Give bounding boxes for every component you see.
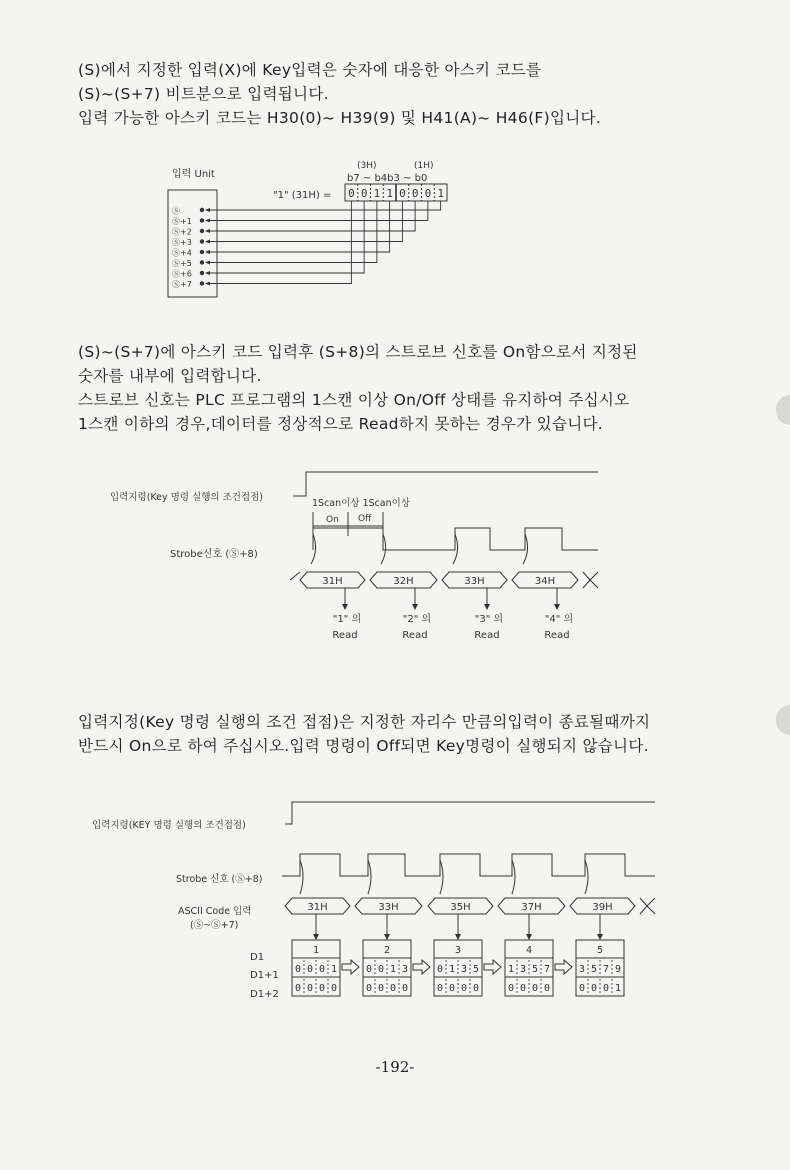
page-number: -192- (375, 1058, 415, 1076)
register-digit: 1 (448, 964, 456, 975)
register-digit: 0 (436, 983, 444, 994)
condition-label-2: 입력지령(KEY 명령 실행의 조건접점) (92, 820, 246, 831)
write-arrow-head (384, 934, 390, 940)
write-arrow-head (526, 934, 532, 940)
register-digit: 0 (365, 964, 373, 975)
strobe-paragraph (78, 340, 638, 436)
wire-arrow (205, 250, 210, 254)
register-digit: 0 (401, 983, 409, 994)
register-digit: 3 (519, 964, 527, 975)
input-terminal-dot (200, 208, 204, 212)
register-digit: 0 (472, 983, 480, 994)
ascii-code-label: 37H (521, 902, 542, 913)
bit-value: 0 (399, 187, 406, 200)
wire-arrow (205, 219, 210, 223)
wire-arrow (205, 282, 210, 286)
strobe-line-3: 스트로브 신호는 PLC 프로그램의 1스캔 이상 On/Off 상태를 유지하여 주십시오 (78, 391, 630, 409)
wire-arrow (205, 271, 210, 275)
bit-wire (206, 201, 390, 252)
wire-arrow (205, 261, 210, 265)
read-arrow-head (412, 604, 418, 610)
wire-arrow (205, 240, 210, 244)
input-address-label: Ⓢ+6 (172, 269, 192, 279)
register-digit: 0 (507, 983, 515, 994)
key-input-example-diagram (0, 790, 790, 1020)
input-terminal-dot (200, 271, 204, 275)
register-digit: 9 (614, 964, 622, 975)
bit-wire (206, 201, 428, 221)
bit-value: 1 (386, 187, 393, 200)
input-terminal-dot (200, 229, 204, 233)
register-d1-value: 3 (454, 945, 462, 956)
register-digit: 1 (330, 964, 338, 975)
input-address-label: Ⓢ+4 (172, 248, 192, 258)
wire-arrow (205, 229, 210, 233)
bit-value: 0 (424, 187, 432, 200)
bit-value: 0 (348, 187, 355, 200)
register-digit: 0 (318, 964, 326, 975)
bit-wire (206, 201, 415, 231)
write-arrow-head (313, 934, 319, 940)
register-digit: 5 (531, 964, 539, 975)
scan-dimension-lines (313, 512, 383, 536)
input-address-label: Ⓢ+2 (172, 227, 192, 237)
register-digit: 0 (365, 983, 373, 994)
input-address-label: Ⓢ+7 (172, 280, 192, 289)
register-digit: 1 (614, 983, 622, 994)
shift-arrow (413, 960, 430, 974)
bit-equation: "1" (31H) = (273, 190, 332, 201)
register-digit: 0 (519, 983, 527, 994)
device-label-d1: D1 (250, 952, 265, 963)
register-digit: 0 (578, 983, 586, 994)
read-word-label: Read (332, 630, 358, 641)
read-arrow-head (484, 604, 490, 610)
scan-label: 1Scan이상 1Scan이상 (312, 498, 411, 509)
page-edge-tab-2 (776, 705, 790, 735)
ascii-range-label: (Ⓢ~Ⓢ+7) (190, 920, 239, 931)
register-digit: 1 (507, 964, 515, 975)
bit-value: 0 (360, 187, 368, 200)
wire-arrow (205, 208, 210, 212)
register-digit: 0 (590, 983, 598, 994)
register-d1-value: 1 (312, 945, 320, 956)
input-address-label: Ⓢ+1 (172, 217, 192, 226)
condition-signal-2 (285, 802, 655, 824)
register-digit: 0 (377, 964, 385, 975)
register-digit: 3 (578, 964, 586, 975)
register-digit: 0 (543, 983, 551, 994)
page-edge-tab-1 (776, 395, 790, 425)
input-address-label: Ⓢ (172, 206, 180, 216)
intro-line-2: (S)~(S+7) 비트분으로 입력됩니다. (78, 85, 329, 103)
intro-paragraph (78, 58, 601, 130)
input-terminal-dot (200, 260, 204, 264)
bus-code-label: 34H (534, 576, 556, 587)
strobe-waveform-2 (282, 854, 655, 876)
register-digit: 1 (389, 964, 397, 975)
shift-arrow (342, 960, 359, 974)
register-digit: 5 (590, 964, 598, 975)
read-word-label: Read (544, 630, 570, 641)
read-word-label: Read (474, 630, 500, 641)
bus-code-label: 33H (464, 576, 485, 587)
input-address-label: Ⓢ+5 (172, 259, 192, 268)
read-word-label: Read (402, 630, 428, 641)
bus-code-label: 31H (322, 576, 343, 587)
strobe-label: Strobe신호 (Ⓢ+8) (170, 549, 258, 560)
register-digit: 7 (602, 964, 610, 975)
register-digit: 3 (401, 964, 409, 975)
register-digit: 0 (602, 983, 610, 994)
register-digit: 3 (460, 964, 468, 975)
read-arrow-head (342, 604, 348, 610)
intro-line-1: (S)에서 지정한 입력(X)에 Key입력은 숫자에 대응한 아스키 코드를 (78, 61, 542, 79)
bit-value: 0 (411, 187, 419, 200)
register-digit: 5 (472, 964, 480, 975)
input-terminal-dot (200, 281, 204, 285)
ascii-code-label: 33H (378, 902, 399, 913)
input-unit-label: 입력 Unit (172, 169, 215, 180)
ascii-label: ASCII Code 입력 (178, 906, 252, 917)
read-char-label: "3" 의 (474, 614, 504, 625)
register-digit: 0 (318, 983, 326, 994)
strobe-line-4: 1스캔 이하의 경우,데이터를 정상적으로 Read하지 못하는 경우가 있습니다. (78, 415, 603, 433)
read-char-label: "1" 의 (332, 614, 362, 625)
input-terminal-dot (200, 250, 204, 254)
intro-line-3: 입력 가능한 아스키 코드는 H30(0)~ H39(9) 및 H41(A)~ H46(F)입니다. (78, 109, 602, 127)
condition-label: 입력지령(Key 명령 실행의 조건접점) (110, 492, 263, 503)
input-terminal-dot (200, 218, 204, 222)
bit-value: 1 (437, 187, 444, 200)
strobe-label-2: Strobe 신호 (Ⓢ+8) (176, 874, 263, 885)
register-digit: 0 (306, 964, 314, 975)
hex-high-label: (3H) (357, 161, 377, 171)
on-label: On (326, 515, 339, 525)
register-digit: 0 (330, 983, 338, 994)
register-d1-value: 5 (596, 945, 604, 956)
write-arrow-head (455, 934, 461, 940)
strobe-line-2: 숫자를 내부에 입력합니다. (78, 367, 262, 385)
device-label-d1-2: D1+2 (250, 989, 279, 1000)
write-arrow-head (597, 934, 603, 940)
register-digit: 0 (306, 983, 314, 994)
ascii-code-label: 31H (307, 902, 328, 913)
register-d1-value: 4 (525, 945, 533, 956)
strobe-line-1: (S)~(S+7)에 아스키 코드 입력후 (S+8)의 스트로브 신호를 On함으로서 지정된 (78, 343, 638, 361)
ascii-code-label: 39H (592, 902, 613, 913)
shift-arrow (555, 960, 572, 974)
device-label-d1-1: D1+1 (250, 970, 279, 981)
read-char-label: "4" 의 (544, 614, 574, 625)
register-digit: 0 (448, 983, 456, 994)
bus-code-label: 32H (393, 576, 414, 587)
bit-wire (206, 201, 351, 284)
bit-mapping-diagram (0, 150, 790, 300)
bus-start (290, 572, 300, 580)
condition-signal (293, 472, 598, 496)
register-digit: 0 (294, 983, 302, 994)
warning-paragraph (78, 710, 650, 758)
bit-wire (206, 201, 441, 210)
read-char-label: "2" 의 (402, 614, 432, 625)
read-arrow-head (554, 604, 560, 610)
register-digit: 0 (389, 983, 397, 994)
warning-line-2: 반드시 On으로 하여 주십시오.입력 명령이 Off되면 Key명령이 실행되지 않습니다. (78, 737, 649, 755)
register-digit: 0 (531, 983, 539, 994)
register-digit: 0 (436, 964, 444, 975)
register-digit: 0 (377, 983, 385, 994)
bit-value: 1 (373, 187, 381, 200)
strobe-timing-diagram (0, 460, 790, 660)
shift-arrow (484, 960, 501, 974)
strobe-waveform (313, 528, 598, 550)
register-digit: 0 (294, 964, 302, 975)
ascii-code-label: 35H (450, 902, 471, 913)
input-terminal-dot (200, 239, 204, 243)
input-address-label: Ⓢ+3 (172, 238, 192, 247)
register-digit: 0 (460, 983, 468, 994)
bit-range-label: b7 ~ b4b3 ~ b0 (347, 173, 428, 184)
hex-low-label: (1H) (414, 161, 434, 171)
register-d1-value: 2 (383, 945, 391, 956)
register-digit: 7 (543, 964, 551, 975)
warning-line-1: 입력지정(Key 명령 실행의 조건 접점)은 지정한 자리수 만큼의입력이 종료될때까지 (78, 713, 651, 731)
off-label: Off (358, 514, 372, 524)
bit-wire (206, 201, 402, 242)
